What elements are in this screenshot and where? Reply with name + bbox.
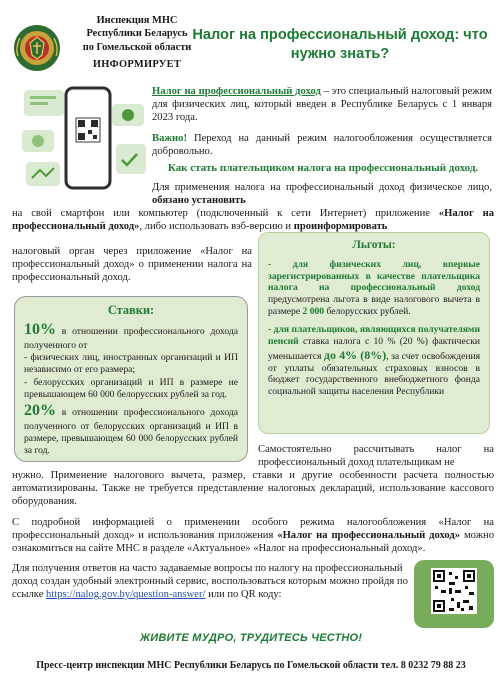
intro-section	[152, 86, 492, 167]
benefit-2-lead: - для плательщиков, являющихся получателями пенсий	[268, 324, 480, 348]
faq-paragraph	[12, 563, 408, 602]
how-to-text-e: , либо использовать вэб-версию и	[139, 220, 294, 232]
rate-10-line-2: - белорусских организаций и ИП в размере не превышающем 60 000 белорусских рублей за год.	[24, 376, 238, 400]
faq-text: Для получения ответов на часто задаваемые вопросы по налогу на профессиональный доход создан удобный электронный сервис, воспользоваться которым можно пройдя по ссылке	[12, 563, 408, 600]
rate-20-heading	[24, 401, 238, 457]
rate-10-line-1: - физических лиц, иностранных организаций и ИП независимо от его размера;	[24, 352, 238, 376]
benefits-box	[258, 232, 490, 434]
faq-link[interactable]: https://nalog.gov.by/question-answer/	[46, 588, 206, 600]
self-calc-text-2: нужно. Применение налогового вычета, размер, ставки и другие особенности расчета полностью автоматизированы. Также не требуется представление налоговых деклараций, использование кассового оборудования.	[12, 470, 494, 507]
how-to-text-line-1	[152, 182, 492, 208]
how-to-text-d: «Налог на профессиональный доход»	[12, 208, 494, 232]
press-center-contact: Пресс-центр инспекции МНС Республики Беларусь по Гомельской области тел. 8 0232 79 88 23	[36, 660, 466, 671]
benefits-title: Льготы:	[352, 239, 396, 251]
organization-name	[68, 14, 206, 71]
rate-10-heading	[24, 320, 238, 352]
how-to-text-line-3	[12, 246, 252, 285]
org-line-2: Республики Беларусь	[86, 28, 188, 40]
important-label: Важно!	[152, 132, 187, 144]
informs-label: ИНФОРМИРУЕТ	[92, 58, 182, 70]
benefit-1-lead: - для физических лиц, впервые зарегистрированных в качестве плательщика налога на профессиональный доход	[268, 258, 480, 294]
rate-10-text: в отношении профессионального дохода полученного от	[24, 326, 238, 352]
smartphone-qr-illustration-icon	[20, 82, 150, 194]
definition-paragraph	[152, 86, 492, 125]
rate-10-percent: 10%	[24, 321, 56, 339]
qr-code-icon[interactable]	[431, 568, 477, 614]
rate-20-text: в отношении профессионального дохода полученного от белорусских организаций и ИП в размере, превышающем 60 000 белорусских рублей за год.	[24, 406, 238, 456]
rates-box	[14, 296, 248, 462]
definition-text: – это специальный налоговый режим для физических лиц, который введен в Республике Беларусь с 1 января 2023 года.	[152, 86, 492, 123]
how-to-text-line-2	[12, 208, 494, 234]
org-line-1: Инспекция МНС	[96, 15, 178, 26]
page-title: Налог на профессиональный доход: что нужно знать?	[192, 27, 488, 62]
how-to-text-b: обязано установить	[152, 194, 246, 206]
important-paragraph	[152, 133, 492, 159]
benefit-item-pensioners	[268, 324, 480, 397]
important-text: Переход на данный режим налогообложения осуществляется добровольно.	[152, 132, 492, 157]
how-to-text-a: Для применения налога на профессиональный доход физическое лицо,	[152, 182, 492, 193]
benefit-2-rate: до 4% (8%)	[323, 347, 387, 362]
rate-20-percent: 20%	[24, 401, 56, 419]
self-calc-text-1: Самостоятельно рассчитывать налог на профессиональный доход плательщикам не	[258, 444, 494, 468]
info-text-a: С подробной информацией о применении особого режима налогообложения «Налог на профессиональный доход» и использования приложения	[12, 517, 494, 541]
benefit-1-text: предусмотрена льгота в виде налогового вычета в размере	[268, 294, 480, 317]
benefit-1-amount: 2 000	[302, 305, 325, 317]
how-to-text-c: на свой смартфон или компьютер (подключенный к сети Интернет) приложение	[12, 208, 439, 219]
org-line-3: по Гомельской области	[82, 41, 192, 53]
slogan: ЖИВИТЕ МУДРО, ТРУДИТЕСЬ ЧЕСТНО!	[139, 632, 363, 644]
benefit-2-tail: , за счет освобождения от уплаты обязательных страховых взносов в бюджет государственного внебюджетного фонда социальной защиты населения Республики	[268, 350, 480, 397]
how-to-text-g: налоговый орган через приложение «Налог на профессиональный доход» о применении налога на профессиональный доход.	[12, 246, 252, 283]
benefit-item-new-payers	[268, 259, 480, 318]
benefit-1-tail: белорусских рублей.	[324, 305, 411, 317]
benefit-2-text: ставка налога с 10 % (20 %) фактически уменьшается	[268, 336, 480, 362]
faq-text-after: или по QR коду:	[205, 588, 282, 600]
how-to-title: Как стать плательщиком налога на профессиональный доход.	[167, 162, 479, 174]
info-paragraph	[12, 517, 494, 556]
info-app-name: «Налог на профессиональный доход»	[277, 529, 461, 541]
info-text-c: можно ознакомиться на сайте МНС в разделе «Актуальное» «Налог на профессиональный доход».	[12, 529, 495, 554]
tax-inspection-emblem-icon	[12, 22, 62, 74]
how-to-text-f: проинформировать	[293, 220, 388, 232]
tax-term: Налог на профессиональный доход	[152, 86, 321, 97]
rates-title: Ставки:	[107, 303, 155, 317]
